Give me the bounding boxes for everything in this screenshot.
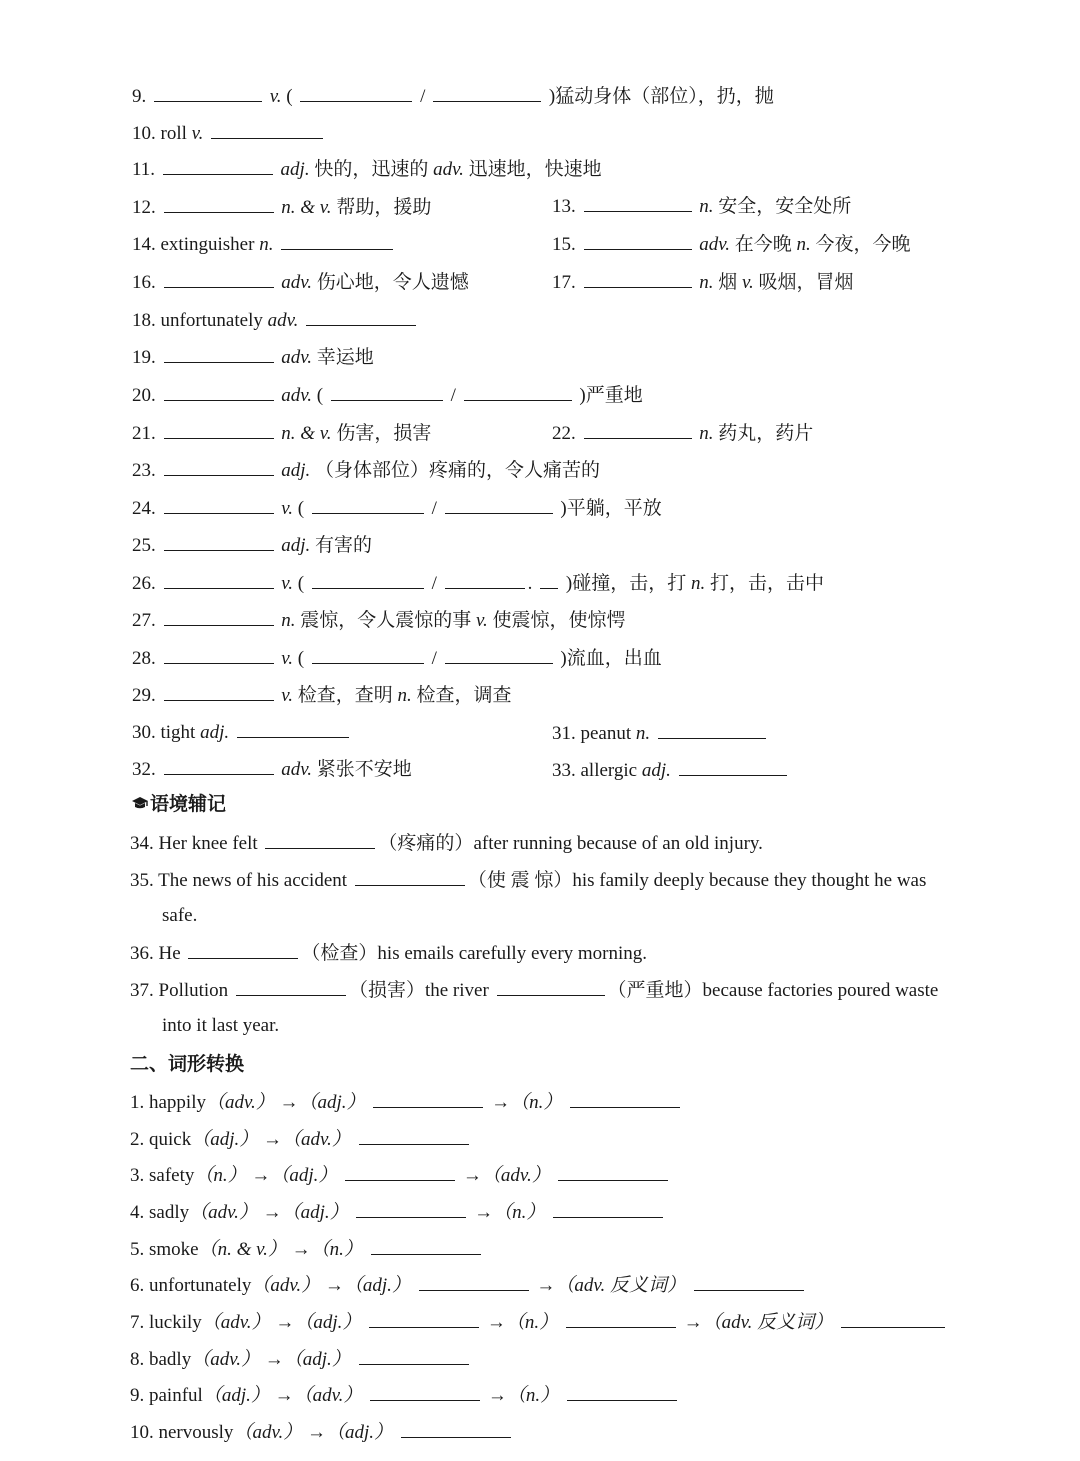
answer-blank[interactable]	[841, 1309, 945, 1328]
vocab-item-27: 27. n. 震惊，令人震惊的事 v. 使震惊，使惊愕	[132, 607, 626, 633]
vocab-item-32: 32. adv. 紧张不安地	[132, 756, 412, 782]
answer-blank[interactable]	[306, 307, 416, 326]
context-item-35-cont: safe.	[162, 905, 198, 926]
arrow-icon: →	[683, 1312, 703, 1333]
section-header-context: 语境辅记	[130, 792, 226, 816]
answer-blank[interactable]	[445, 645, 553, 664]
answer-blank[interactable]	[312, 495, 424, 514]
answer-blank[interactable]	[419, 1272, 529, 1291]
arrow-icon: →	[324, 1275, 344, 1296]
answer-blank[interactable]	[164, 382, 274, 401]
answer-blank[interactable]	[164, 532, 274, 551]
answer-blank[interactable]	[163, 156, 273, 175]
arrow-icon: →	[279, 1092, 299, 1113]
arrow-icon: →	[462, 1165, 482, 1186]
answer-blank[interactable]	[236, 977, 346, 996]
arrow-icon: →	[486, 1312, 506, 1333]
answer-blank[interactable]	[371, 1236, 481, 1255]
answer-blank[interactable]	[359, 1126, 469, 1145]
answer-blank[interactable]	[356, 1199, 466, 1218]
answer-blank[interactable]	[300, 83, 412, 102]
arrow-icon: →	[291, 1239, 311, 1260]
arrow-icon: →	[487, 1385, 507, 1406]
answer-blank[interactable]	[540, 570, 558, 589]
transform-item-4: 4. sadly（adv.） →（adj.） →（n.）	[130, 1199, 666, 1225]
answer-blank[interactable]	[164, 269, 274, 288]
answer-blank[interactable]	[164, 495, 274, 514]
answer-blank[interactable]	[164, 756, 274, 775]
vocab-item-9: 9. v. ( / )猛动身体（部位），扔，抛	[132, 83, 774, 109]
arrow-icon: →	[474, 1202, 494, 1223]
answer-blank[interactable]	[164, 457, 274, 476]
answer-blank[interactable]	[312, 645, 424, 664]
answer-blank[interactable]	[188, 940, 298, 959]
arrow-icon: →	[251, 1165, 271, 1186]
graduation-cap-icon	[130, 792, 150, 816]
answer-blank[interactable]	[445, 570, 525, 589]
vocab-item-25: 25. adj. 有害的	[132, 532, 372, 558]
answer-blank[interactable]	[567, 1382, 677, 1401]
vocab-item-33: 33. allergic adj.	[552, 757, 790, 783]
arrow-icon: →	[275, 1312, 295, 1333]
answer-blank[interactable]	[433, 83, 541, 102]
answer-blank[interactable]	[312, 570, 424, 589]
vocab-item-23: 23. adj. （身体部位）疼痛的，令人痛苦的	[132, 457, 600, 483]
answer-blank[interactable]	[373, 1089, 483, 1108]
answer-blank[interactable]	[566, 1309, 676, 1328]
answer-blank[interactable]	[570, 1089, 680, 1108]
arrow-icon: →	[274, 1385, 294, 1406]
vocab-item-21: 21. n. & v. 伤害，损害	[132, 420, 431, 446]
arrow-icon: →	[264, 1349, 284, 1370]
answer-blank[interactable]	[497, 977, 605, 996]
vocab-item-20: 20. adv. ( / )严重地	[132, 382, 643, 408]
vocab-item-15: 15. adv. 在今晚 n. 今夜，今晚	[552, 231, 911, 257]
answer-blank[interactable]	[694, 1272, 804, 1291]
answer-blank[interactable]	[658, 720, 766, 739]
vocab-item-24: 24. v. ( / )平躺，平放	[132, 495, 662, 521]
vocab-item-18: 18. unfortunately adv.	[132, 307, 419, 333]
context-item-36: 36. He （检查）his emails carefully every morning.	[130, 940, 647, 966]
vocab-item-11: 11. adj. 快的，迅速的 adv. 迅速地，快速地	[132, 156, 602, 182]
transform-item-6: 6. unfortunately（adv.） →（adj.） →（adv. 反义词）	[130, 1272, 807, 1298]
answer-blank[interactable]	[679, 757, 787, 776]
vocab-item-19: 19. adv. 幸运地	[132, 344, 374, 370]
arrow-icon: →	[263, 1129, 282, 1150]
answer-blank[interactable]	[359, 1346, 469, 1365]
answer-blank[interactable]	[558, 1162, 668, 1181]
transform-item-1: 1. happily（adv.） →（adj.） →（n.）	[130, 1089, 683, 1115]
vocab-item-30: 30. tight adj.	[132, 719, 352, 745]
answer-blank[interactable]	[553, 1199, 663, 1218]
transform-item-8: 8. badly（adv.） →（adj.）	[130, 1346, 472, 1372]
answer-blank[interactable]	[164, 570, 274, 589]
answer-blank[interactable]	[164, 607, 274, 626]
answer-blank[interactable]	[164, 194, 274, 213]
answer-blank[interactable]	[355, 867, 465, 886]
transform-item-7: 7. luckily（adv.） →（adj.） →（n.） →（adv. 反义词）	[130, 1309, 948, 1335]
context-item-37-cont: into it last year.	[162, 1015, 280, 1036]
answer-blank[interactable]	[164, 682, 274, 701]
vocab-item-26: 26. v. ( / . )碰撞，击，打 n. 打，击，击中	[132, 570, 824, 596]
answer-blank[interactable]	[584, 269, 692, 288]
answer-blank[interactable]	[345, 1162, 455, 1181]
vocab-item-17: 17. n. 烟 v. 吸烟，冒烟	[552, 269, 854, 295]
context-item-34: 34. Her knee felt （疼痛的）after running because of an old injury.	[130, 830, 763, 856]
vocab-item-12: 12. n. & v. 帮助，援助	[132, 194, 431, 220]
vocab-item-13: 13. n. 安全，安全处所	[552, 193, 851, 219]
answer-blank[interactable]	[237, 719, 349, 738]
answer-blank[interactable]	[164, 344, 274, 363]
answer-blank[interactable]	[281, 231, 393, 250]
vocab-item-16: 16. adv. 伤心地，令人遗憾	[132, 269, 469, 295]
answer-blank[interactable]	[369, 1309, 479, 1328]
vocab-item-10: 10. roll v.	[132, 120, 326, 146]
answer-blank[interactable]	[211, 120, 323, 139]
answer-blank[interactable]	[154, 83, 262, 102]
context-item-37: 37. Pollution （损害）the river （严重地）because factories poured waste	[130, 977, 938, 1003]
answer-blank[interactable]	[584, 231, 692, 250]
answer-blank[interactable]	[464, 382, 572, 401]
vocab-item-14: 14. extinguisher n.	[132, 231, 396, 257]
answer-blank[interactable]	[331, 382, 443, 401]
transform-item-9: 9. painful（adj.） →（adv.） →（n.）	[130, 1382, 680, 1408]
answer-blank[interactable]	[265, 830, 375, 849]
transform-item-5: 5. smoke（n. & v.） →（n.）	[130, 1236, 484, 1262]
arrow-icon: →	[536, 1275, 556, 1296]
arrow-icon: →	[491, 1092, 511, 1113]
vocab-item-28: 28. v. ( / )流血，出血	[132, 645, 662, 671]
answer-blank[interactable]	[164, 420, 274, 439]
transform-item-3: 3. safety（n.） →（adj.） →（adv.）	[130, 1162, 671, 1188]
transform-item-2: 2. quick（adj.） →（adv.）	[130, 1126, 472, 1152]
vocab-item-22: 22. n. 药丸，药片	[552, 420, 813, 446]
transform-item-10: 10. nervously（adv.） →（adj.）	[130, 1419, 514, 1445]
answer-blank[interactable]	[584, 193, 692, 212]
arrow-icon: →	[306, 1422, 326, 1443]
arrow-icon: →	[262, 1202, 282, 1223]
answer-blank[interactable]	[370, 1382, 480, 1401]
answer-blank[interactable]	[164, 645, 274, 664]
context-item-35: 35. The news of his accident （使 震 惊）his family deeply because they thought he was	[130, 867, 926, 893]
answer-blank[interactable]	[445, 495, 553, 514]
answer-blank[interactable]	[401, 1419, 511, 1438]
answer-blank[interactable]	[584, 420, 692, 439]
vocab-item-31: 31. peanut n.	[552, 720, 769, 746]
vocab-item-29: 29. v. 检查，查明 n. 检查，调查	[132, 682, 512, 708]
section-header-transform: 二、词形转换	[130, 1053, 245, 1075]
